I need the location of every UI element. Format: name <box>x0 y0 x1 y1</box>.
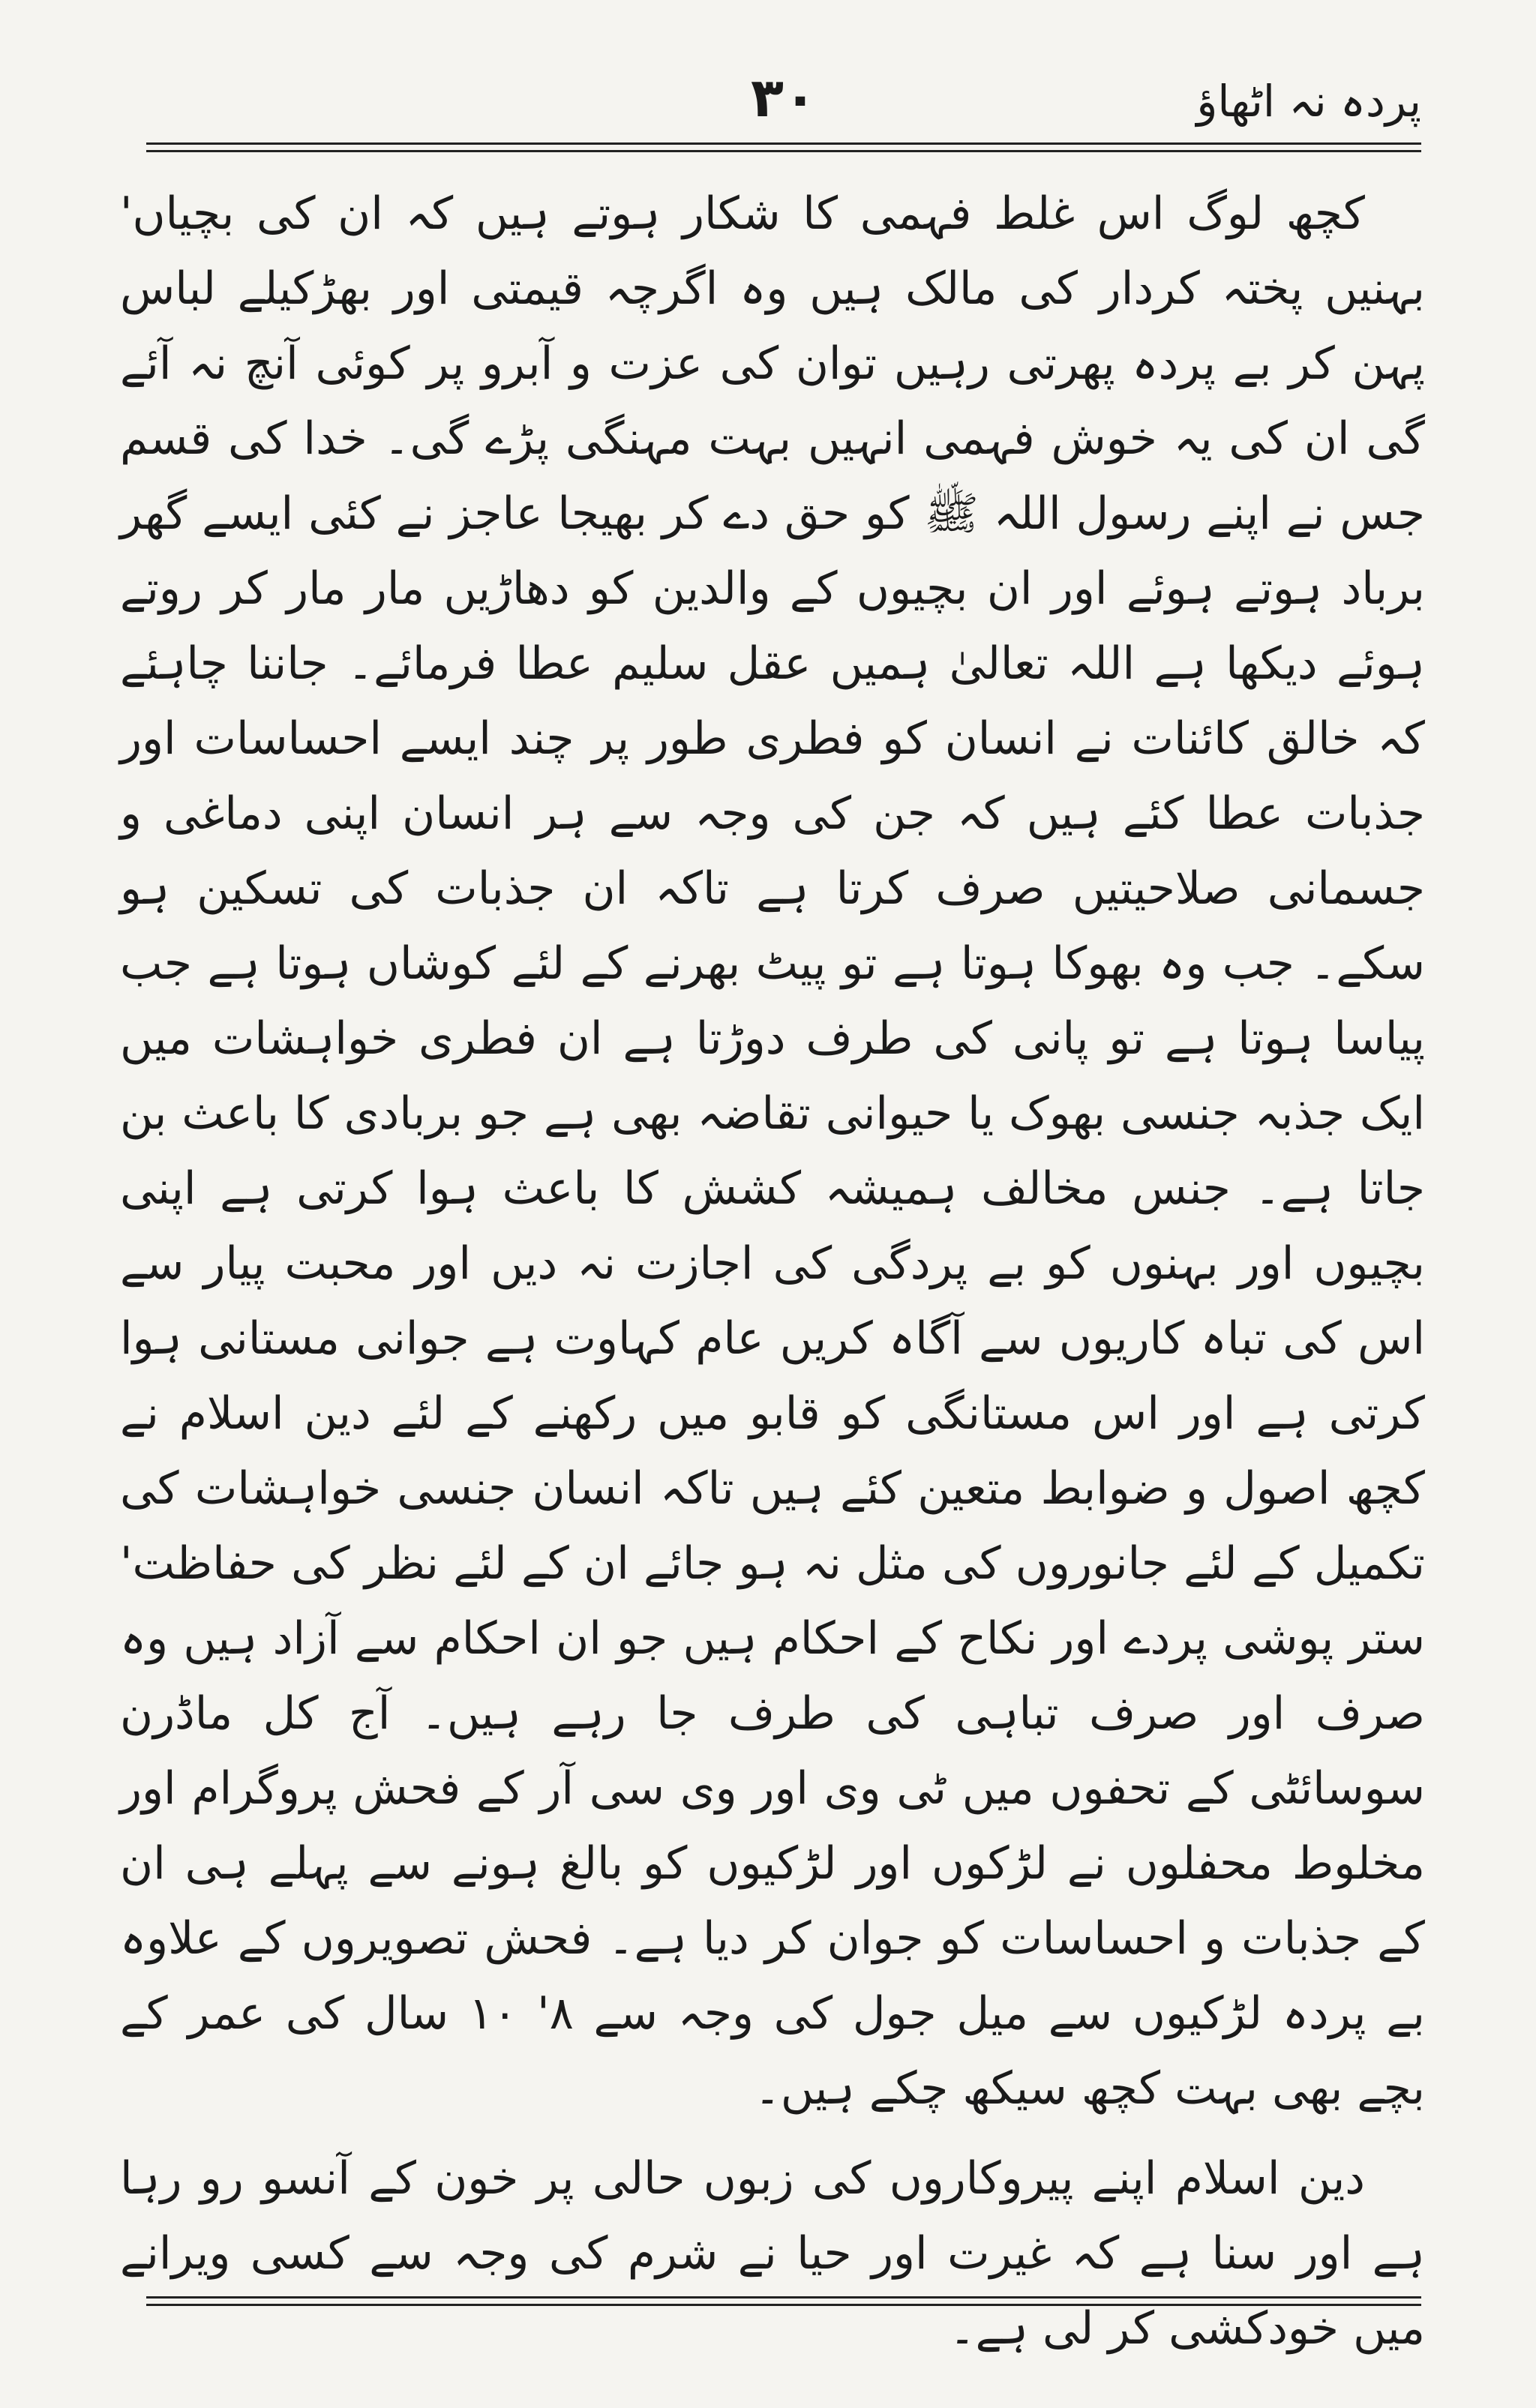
paragraph-1: کچھ لوگ اس غلط فہمی کا شکار ہوتے ہیں کہ ان کی بچیاں' بہنیں پختہ کردار کی مالک ہیں وہ اگرچہ قیمتی اور بھڑکیلے لباس پہن کر بے پردہ پھرتی رہیں توان کی عزت و آبرو پر کوئی آنچ نہ آئے گی ان کی یہ خوش فہمی انہیں بہت مہنگی پڑے گی۔ خدا کی قسم جس نے اپنے رسول اللہ ﷺ کو حق دے کر بھیجا عاجز نے کئی ایسے گھر برباد ہوتے ہوئے اور ان بچیوں کے والدین کو دھاڑیں مار مار کر روتے ہوئے دیکھا ہے اللہ تعالیٰ ہمیں عقل سلیم عطا فرمائے۔ جاننا چاہئے کہ خالق کائنات نے انسان کو فطری طور پر چند ایسے احساسات اور جذبات عطا کئے ہیں کہ جن کی وجہ سے ہر انسان اپنی دماغی و جسمانی صلاحیتیں صرف کرتا ہے تاکہ ان جذبات کی تسکین ہو سکے۔ جب وہ بھوکا ہوتا ہے تو پیٹ بھرنے کے لئے کوشاں ہوتا ہے جب پیاسا ہوتا ہے تو پانی کی طرف دوڑتا ہے ان فطری خواہشات میں ایک جذبہ جنسی بھوک یا حیوانی تقاضہ بھی ہے جو بربادی کا باعث بن جاتا ہے۔ جنس مخالف ہمیشہ کشش کا باعث ہوا کرتی ہے اپنی بچیوں اور بہنوں کو بے پردگی کی اجازت نہ دیں اور محبت پیار سے اس کی تباہ کاریوں سے آگاہ کریں عام کہاوت ہے جوانی مستانی ہوا کرتی ہے اور اس مستانگی کو قابو میں رکھنے کے لئے دین اسلام نے کچھ اصول و ضوابط متعین کئے ہیں تاکہ انسان جنسی خواہشات کی تکمیل کے لئے جانوروں کی مثل نہ ہو جائے ان کے لئے نظر کی حفاظت' ستر پوشی پردے اور نکاح کے احکام ہیں جو ان احکام سے آزاد ہیں وہ صرف اور صرف تباہی کی طرف جا رہے ہیں۔ آج کل ماڈرن سوسائٹی کے تحفوں میں ٹی وی اور وی سی آر کے فحش پروگرام اور مخلوط محفلوں نے لڑکوں اور لڑکیوں کو بالغ ہونے سے پہلے ہی ان کے جذبات و احساسات کو جوان کر دیا ہے۔ فحش تصویروں کے علاوہ بے پردہ لڑکیوں سے میل جول کی وجہ سے ۸' ۱۰ سال کی عمر کے بچے بھی بہت کچھ سیکھ چکے ہیں۔ <box>120 187 1425 2115</box>
footer-rule-top <box>146 2296 1421 2299</box>
footer-rule-bottom <box>146 2304 1421 2306</box>
page-number: ۳۰ <box>751 66 817 129</box>
page-header <box>146 60 1421 142</box>
paragraph-2: دین اسلام اپنے پیروکاروں کی زبوں حالی پر خون کے آنسو رو رہا ہے اور سنا ہے کہ غیرت اور حیا نے شرم کی وجہ سے کسی ویرانے میں خودکشی کر لی ہے۔ <box>120 2152 1425 2355</box>
header-rule-bottom <box>146 150 1421 152</box>
book-title: پردہ نہ اٹھاؤ <box>1196 76 1421 127</box>
body-text <box>120 176 1425 2366</box>
header-rule-top <box>146 142 1421 145</box>
